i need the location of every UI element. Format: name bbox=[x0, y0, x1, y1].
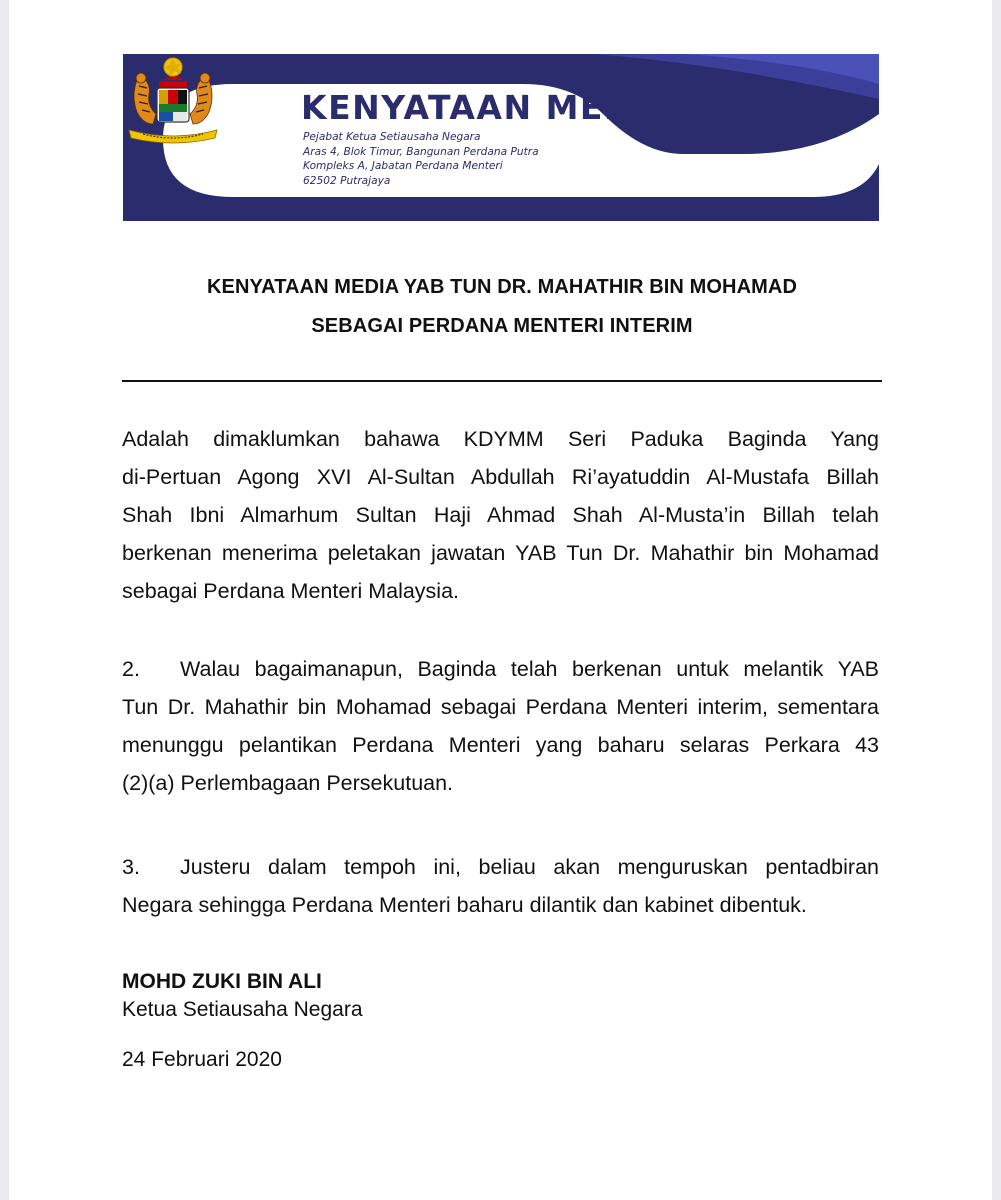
address-line: 62502 Putrajaya bbox=[303, 174, 391, 187]
document-title-line-2: SEBAGAI PERDANA MENTERI INTERIM bbox=[311, 315, 693, 337]
address-line: Aras 4, Blok Timur, Bangunan Perdana Putra bbox=[303, 145, 539, 158]
paragraph-2 bbox=[122, 650, 879, 802]
paragraph-line: Shah Ibni Almarhum Sultan Haji Ahmad Shah Al-Musta’in Billah telah bbox=[122, 503, 879, 527]
paragraph-line: sebagai Perdana Menteri Malaysia. bbox=[122, 579, 460, 603]
address-line: Pejabat Ketua Setiausaha Negara bbox=[303, 131, 481, 143]
paragraph-line: (2)(a) Perlembagaan Persekutuan. bbox=[122, 771, 454, 795]
title-divider bbox=[122, 380, 882, 382]
paragraph-line: Justeru dalam tempoh ini, beliau akan menguruskan pentadbiran bbox=[180, 855, 879, 879]
address-line: Kompleks A, Jabatan Perdana Menteri bbox=[303, 160, 503, 173]
paragraph-line: Tun Dr. Mahathir bin Mohamad sebagai Perdana Menteri interim, sementara bbox=[122, 695, 879, 719]
document-title-line-1: KENYATAAN MEDIA YAB TUN DR. MAHATHIR BIN MOHAMAD bbox=[207, 276, 797, 298]
letterhead-banner bbox=[123, 54, 879, 221]
paragraph-1 bbox=[122, 420, 879, 610]
document-date: 24 Februari 2020 bbox=[122, 1048, 282, 1071]
banner-title: KENYATAAN MEDIA bbox=[301, 88, 674, 127]
document-page bbox=[9, 0, 992, 1200]
paragraph-line: di-Pertuan Agong XVI Al-Sultan Abdullah Ri’ayatuddin Al-Mustafa Billah bbox=[122, 465, 879, 489]
paragraph-line: Negara sehingga Perdana Menteri baharu dilantik dan kabinet dibentuk. bbox=[122, 893, 807, 917]
paragraph-number: 3. bbox=[122, 855, 140, 879]
paragraph-3 bbox=[122, 848, 879, 924]
coat-of-arms-icon bbox=[123, 54, 223, 146]
paragraph-line: Adalah dimaklumkan bahawa KDYMM Seri Paduka Baginda Yang bbox=[122, 427, 879, 451]
paragraph-line: Walau bagaimanapun, Baginda telah berkenan untuk melantik YAB bbox=[180, 657, 879, 681]
office-address bbox=[303, 130, 539, 188]
signatory-role: Ketua Setiausaha Negara bbox=[122, 998, 363, 1021]
paragraph-number: 2. bbox=[122, 657, 140, 681]
paragraph-line: berkenan menerima peletakan jawatan YAB Tun Dr. Mahathir bin Mohamad bbox=[122, 541, 879, 565]
paragraph-first-line bbox=[122, 848, 879, 886]
paragraph-first-line bbox=[122, 650, 879, 688]
paragraph-line: menunggu pelantikan Perdana Menteri yang baharu selaras Perkara 43 bbox=[122, 733, 879, 757]
signatory-name: MOHD ZUKI BIN ALI bbox=[122, 970, 322, 993]
